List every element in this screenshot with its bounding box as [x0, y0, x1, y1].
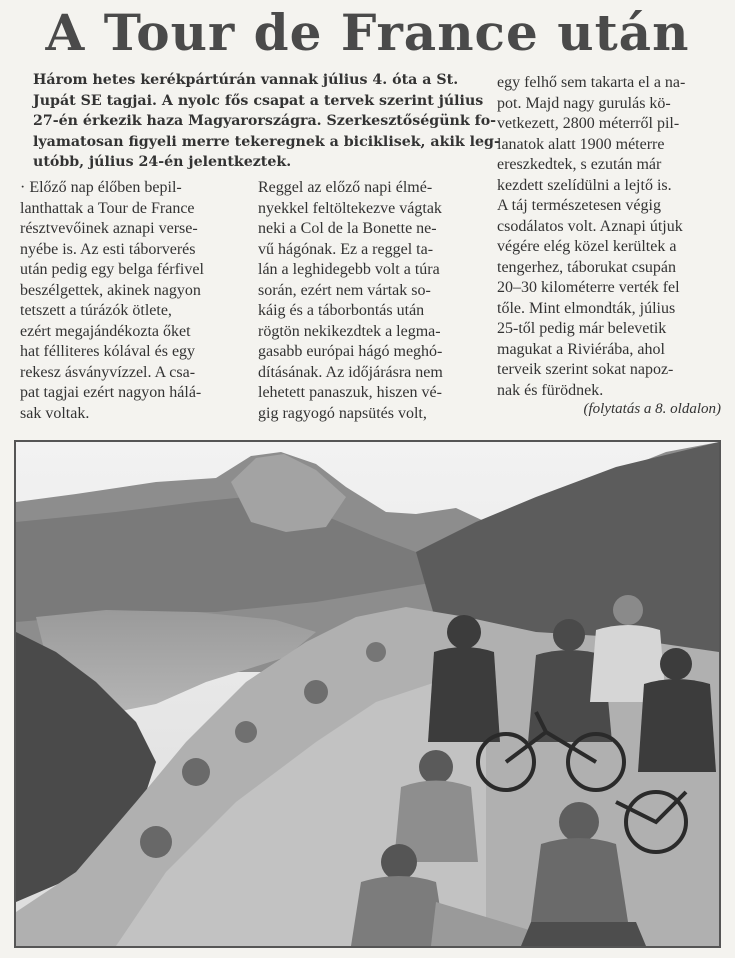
- body-line: egy felhő sem takarta el a na-: [497, 74, 686, 91]
- body-line: hat félliteres kólával és egy: [20, 343, 196, 360]
- lead-line: Jupát SE tagjai. A nyolc fős csapat a tervek szerint július: [33, 92, 484, 109]
- body-line: vű hágónak. Ez a reggel ta-: [258, 240, 434, 258]
- body-line: dításának. Az időjárásra nem: [258, 363, 443, 381]
- body-line: végére elég közel kerültek a: [497, 238, 677, 255]
- body-line: Reggel az előző napi élmé-: [258, 179, 433, 196]
- body-line: lehetett panaszuk, hiszen vé-: [258, 384, 442, 401]
- body-line: pat tagjai ezért nagyon hálá-: [20, 384, 202, 401]
- body-line: gasabb európai hágó meghó-: [258, 343, 443, 360]
- body-line: során, ezért nem vártak so-: [258, 281, 431, 299]
- body-line: nyébe is. Az esti táborverés: [20, 240, 196, 258]
- body-line: után pedig egy belga férfivel: [20, 261, 204, 278]
- body-line: nak és fürödnek.: [497, 381, 604, 399]
- lead-line: 27-én érkezik haza Magyarországra. Szerkesztőségünk fo-: [33, 113, 497, 129]
- body-line: gig ragyogó napsütés volt,: [258, 404, 427, 422]
- body-line: 25-től pedig már belevetik: [497, 320, 667, 337]
- body-line: vetkezett, 2800 méterről pil-: [497, 115, 680, 132]
- body-line: beszélgettek, akinek nagyon: [20, 281, 201, 299]
- body-column-1: [20, 178, 238, 424]
- body-line: tengerhez, táborukat csupán: [497, 258, 677, 276]
- body-line: résztvevőinek aznapi verse-: [20, 220, 198, 237]
- body-line: ezért megajándékozta őket: [20, 322, 191, 340]
- body-column-2: [258, 178, 476, 424]
- lead-line: utóbb, július 24-én jelentkeztek.: [33, 154, 292, 170]
- body-line: lanatok alatt 1900 méterre: [497, 135, 665, 153]
- body-column-3: [497, 73, 721, 401]
- body-line: A táj természetesen végig: [497, 197, 661, 214]
- body-line: · Előző nap élőben bepil-: [20, 179, 182, 196]
- headline: A Tour de France után: [45, 3, 690, 62]
- lead-line: lyamatosan figyeli merre tekeregnek a biciklisek, akik leg-: [33, 133, 500, 150]
- body-line: magukat a Riviérába, ahol: [497, 340, 665, 358]
- body-line: tőle. Mint elmondták, július: [497, 299, 676, 317]
- body-line: terveik szerint sokat napoz-: [497, 361, 674, 378]
- body-line: sak voltak.: [20, 404, 90, 422]
- body-line: kezdett szelídülni a lejtő is.: [497, 176, 672, 194]
- lead-line: Három hetes kerékpártúrán vannak július 4. óta a St.: [33, 72, 459, 88]
- body-line: pot. Majd nagy gurulás kö-: [497, 94, 671, 112]
- lead-paragraph: [33, 70, 500, 173]
- body-line: rekesz ásványvízzel. A csa-: [20, 363, 196, 381]
- body-line: csodálatos volt. Aznapi útjuk: [497, 217, 683, 235]
- body-line: ereszkedtek, s ezután már: [497, 156, 662, 173]
- body-line: káig és a táborbontás után: [258, 302, 425, 319]
- continuation-note: (folytatás a 8. oldalon): [583, 401, 721, 417]
- body-line: neki a Col de la Bonette ne-: [258, 220, 437, 237]
- body-line: lán a leghidegebb volt a túra: [258, 261, 440, 278]
- article-photo: [14, 440, 721, 948]
- body-line: tetszett a túrázók ötlete,: [20, 302, 172, 319]
- body-line: 20–30 kilométerre verték fel: [497, 279, 680, 296]
- body-line: nyekkel feltöltekezve vágtak: [258, 199, 442, 217]
- body-line: rögtön nekikezdtek a legma-: [258, 322, 441, 340]
- body-line: lanthattak a Tour de France: [20, 199, 195, 217]
